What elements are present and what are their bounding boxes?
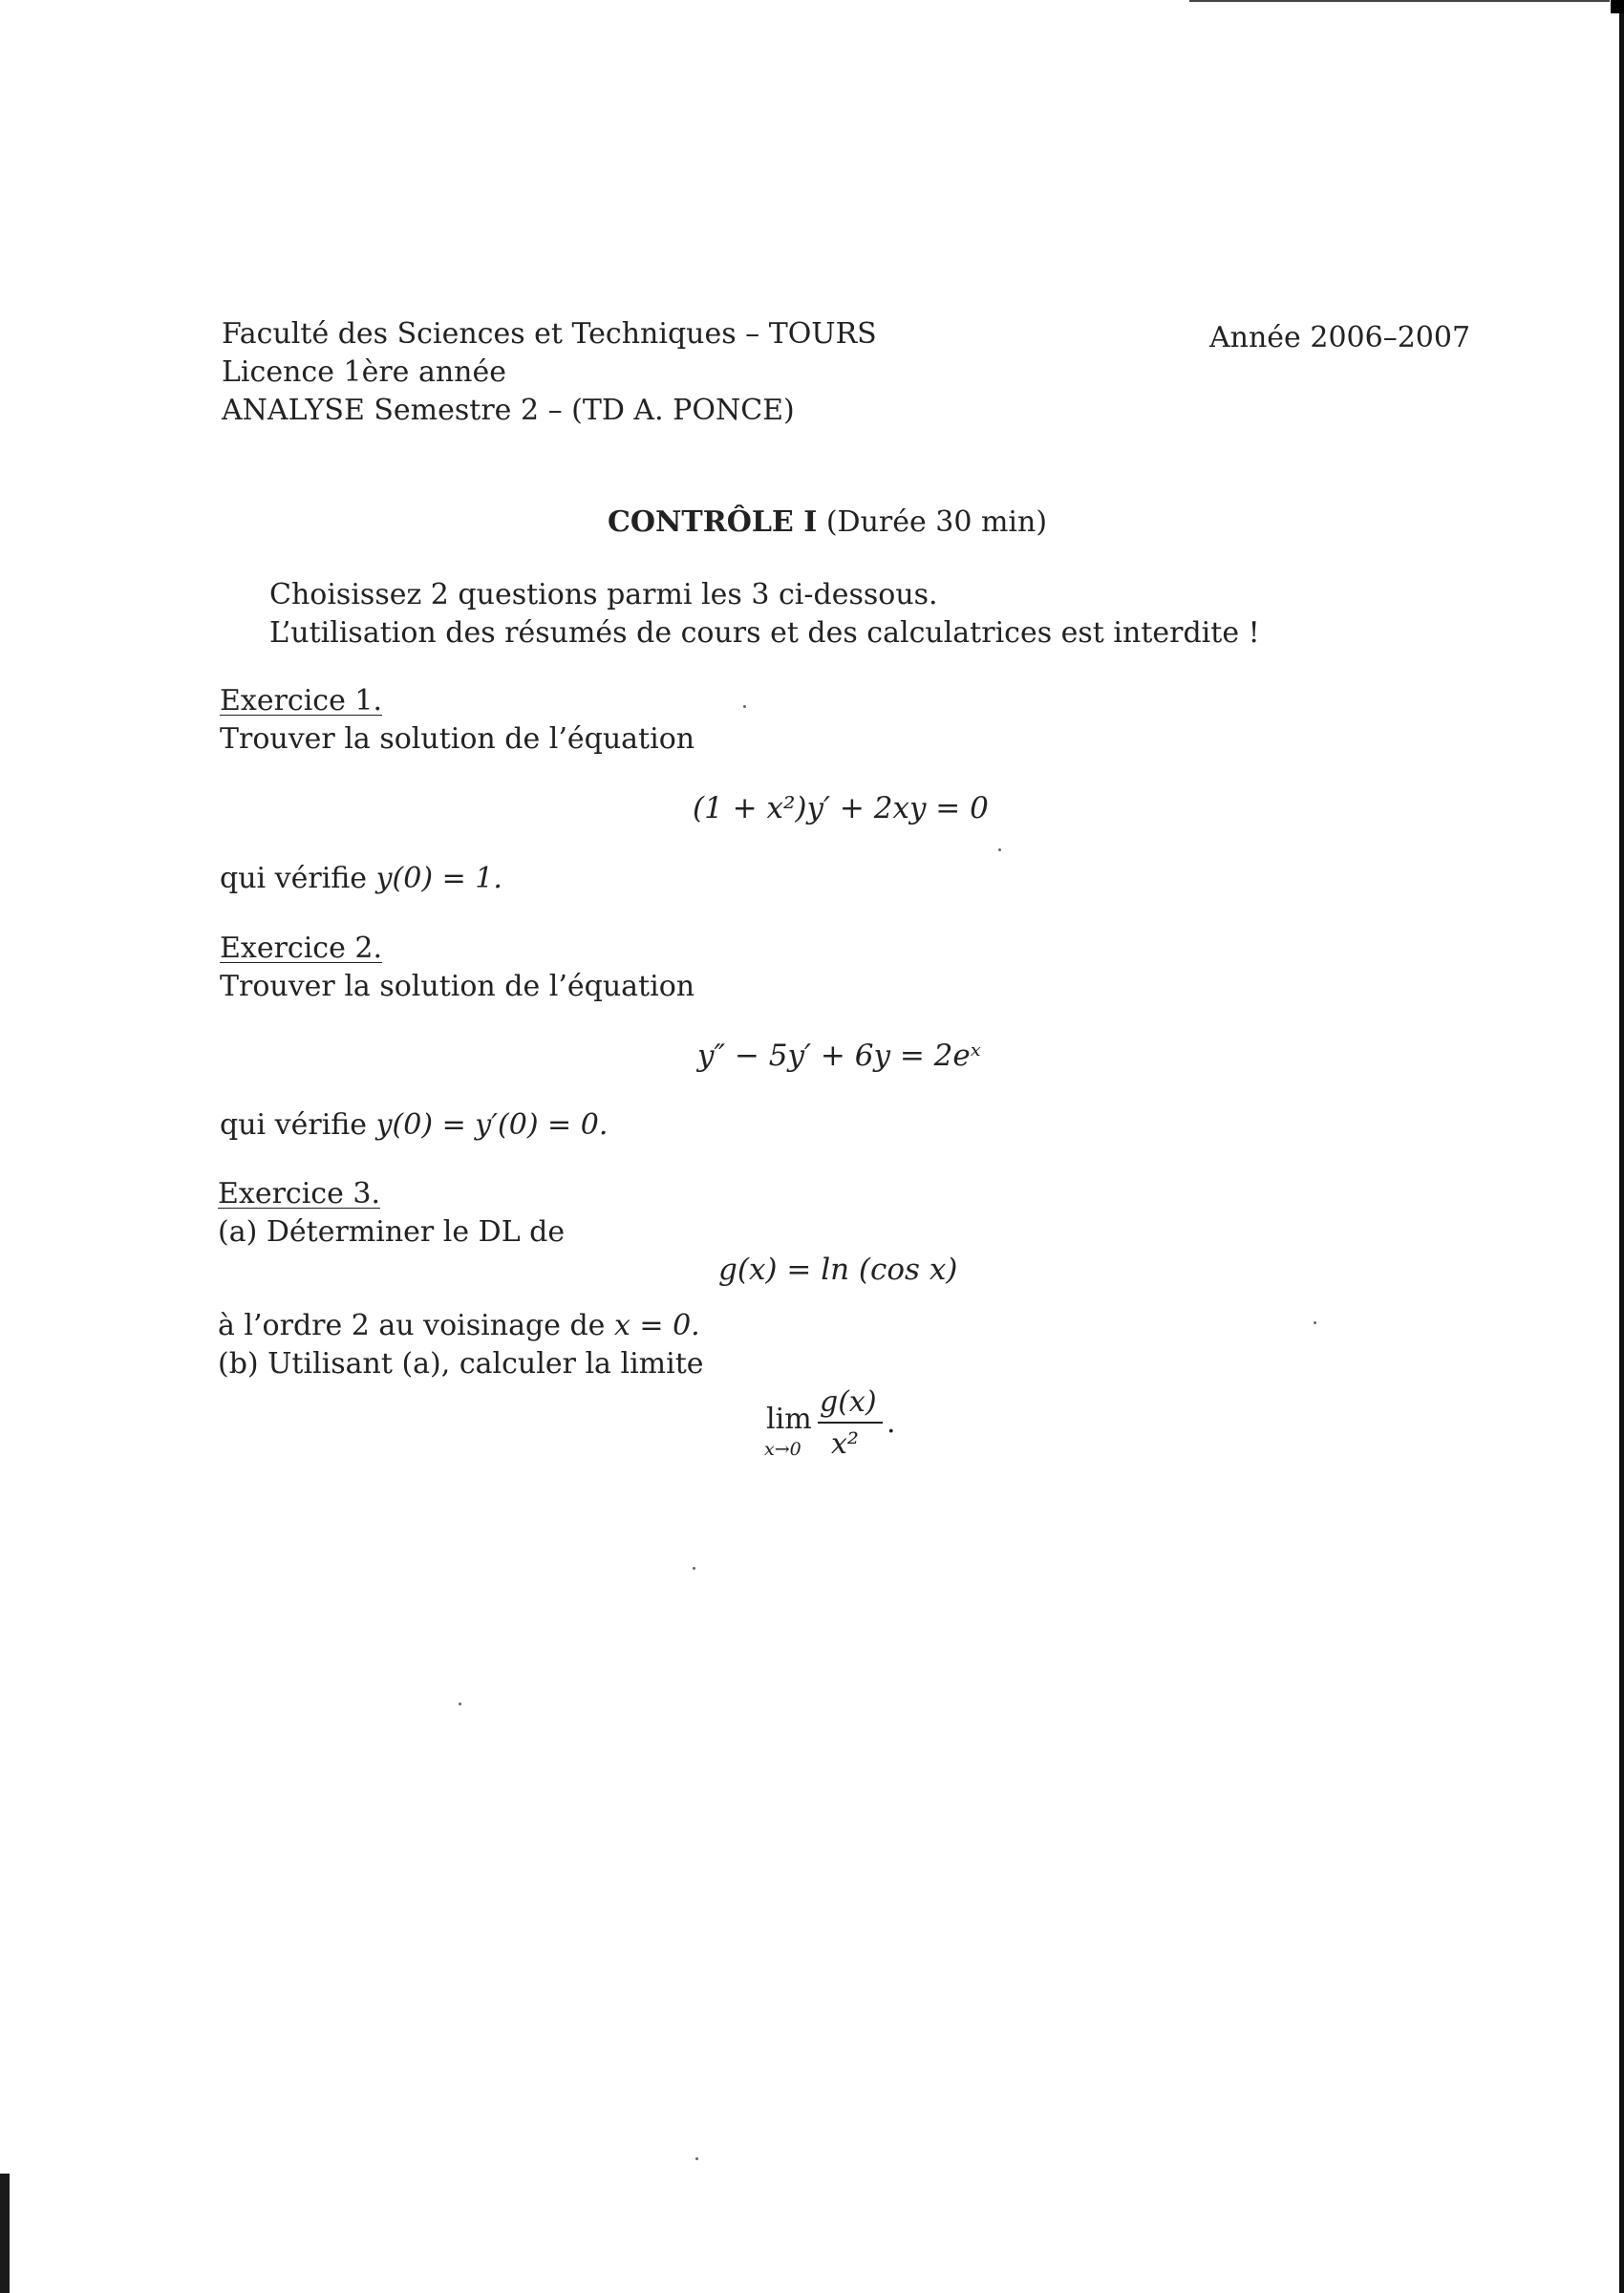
exercise-2-prompt: Trouver la solution de l’équation (220, 970, 695, 1003)
exercise-3-order-text: à l’ordre 2 au voisinage de (218, 1309, 606, 1342)
header-course: ANALYSE Semestre 2 – (TD A. PONCE) (222, 394, 795, 427)
exam-title (608, 504, 1047, 542)
exercise-3-part-a: (a) Déterminer le DL de (218, 1215, 566, 1249)
exercise-1-heading: Exercice 1. (220, 684, 383, 718)
header-level: Licence 1ère année (222, 355, 506, 389)
exercise-2-condition-value: y(0) = y′(0) = 0. (375, 1108, 609, 1142)
header-institution: Faculté des Sciences et Techniques – TOURS (222, 317, 877, 351)
instruction-line-2: L’utilisation des résumés de cours et des calculatrices est interdite ! (269, 616, 1260, 650)
limit-subscript: x→0 (764, 1439, 801, 1460)
scan-speck (743, 705, 746, 708)
scan-speck (998, 848, 1001, 851)
scan-edge-top (1189, 0, 1610, 2)
scan-speck (1314, 1321, 1316, 1324)
exam-title-main: CONTRÔLE I (608, 505, 818, 539)
exercise-3-order-point: x = 0. (613, 1309, 700, 1342)
limit-lim: lim (766, 1403, 812, 1436)
exercise-1-condition-value: y(0) = 1. (375, 862, 502, 895)
scan-speck (695, 2157, 698, 2160)
limit-denominator: x² (831, 1427, 859, 1461)
limit-formula (764, 1385, 917, 1471)
limit-numerator: g(x) (820, 1385, 877, 1419)
exercise-3-part-b: (b) Utilisant (a), calculer la limite (218, 1347, 704, 1381)
exercise-2-condition-prefix: qui vérifie (220, 1108, 368, 1142)
fraction-bar (818, 1422, 883, 1424)
exercise-3-order (218, 1307, 700, 1345)
scan-edge-left (0, 2174, 10, 2293)
exercise-2-condition (220, 1106, 608, 1145)
exercise-3-heading: Exercice 3. (218, 1177, 381, 1211)
instruction-line-1: Choisissez 2 questions parmi les 3 ci-dessous. (269, 578, 938, 611)
exam-duration: (Durée 30 min) (825, 505, 1048, 539)
scan-speck (693, 1567, 695, 1570)
exercise-2-heading: Exercice 2. (220, 932, 383, 965)
exercise-1-equation: (1 + x²)y′ + 2xy = 0 (693, 791, 989, 825)
scan-edge-mark (1611, 0, 1624, 13)
header-year: Année 2006–2007 (1209, 321, 1471, 354)
limit-period: . (887, 1406, 896, 1440)
exercise-1-condition-prefix: qui vérifie (220, 862, 368, 895)
exercise-2-equation: y″ − 5y′ + 6y = 2eˣ (697, 1039, 981, 1073)
exercise-1-condition (220, 860, 502, 898)
exercise-3-function: g(x) = ln (cos x) (718, 1253, 958, 1287)
scan-speck (459, 1703, 461, 1705)
scan-edge-right (1619, 0, 1624, 2293)
exercise-1-prompt: Trouver la solution de l’équation (220, 722, 695, 756)
